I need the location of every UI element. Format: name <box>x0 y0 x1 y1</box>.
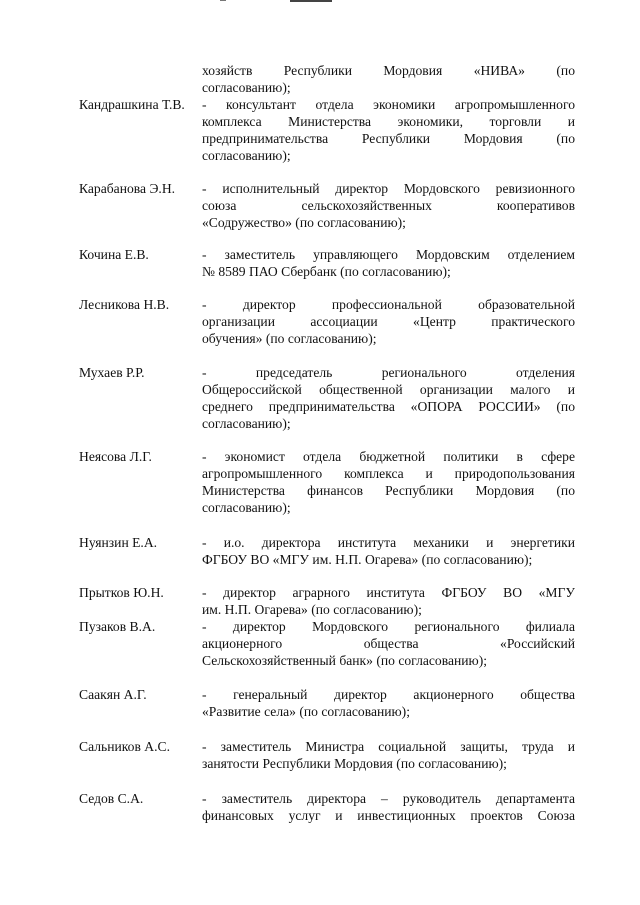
member-name: Мухаев Р.Р. <box>79 365 145 380</box>
description-line: среднего предпринимательства «ОПОРА РОССИИ» (по <box>202 399 575 414</box>
description-line: «Развитие села» (по согласованию); <box>202 704 410 719</box>
member-description <box>202 364 575 432</box>
member-description <box>202 96 575 164</box>
description-line: - и.о. директора института механики и энергетики <box>202 535 575 550</box>
member-description <box>202 246 575 280</box>
member-name: Неясова Л.Г. <box>79 449 152 464</box>
member-description <box>202 180 575 231</box>
description-line: согласованию); <box>202 416 291 431</box>
member-name: Карабанова Э.Н. <box>79 181 176 196</box>
description-line: Министерства финансов Республики Мордовия (по <box>202 483 575 498</box>
description-line: № 8589 ПАО Сбербанк (по согласованию); <box>202 264 451 279</box>
description-line: - директор аграрного института ФГБОУ ВО «МГУ <box>202 585 575 600</box>
scan-artifact <box>290 0 332 2</box>
description-line: - генеральный директор акционерного общества <box>202 687 575 702</box>
description-line: - заместитель директора – руководитель департамента <box>202 791 575 806</box>
member-name: Седов С.А. <box>79 791 144 806</box>
member-description <box>202 584 575 618</box>
description-line: финансовых услуг и инвестиционных проектов Союза <box>202 808 575 823</box>
description-line: союза сельскохозяйственных кооперативов <box>202 198 575 213</box>
member-name: Прытков Ю.Н. <box>79 585 164 600</box>
description-line: - директор профессиональной образовательной <box>202 297 575 312</box>
member-name: Саакян А.Г. <box>79 687 147 702</box>
description-line: Сельскохозяйственный банк» (по согласованию); <box>202 653 487 668</box>
member-name: Кандрашкина Т.В. <box>79 97 185 112</box>
description-line: - заместитель Министра социальной защиты, труда и <box>202 739 575 754</box>
description-line: хозяйств Республики Мордовия «НИВА» (по <box>202 63 575 78</box>
description-line: предпринимательства Республики Мордовия (по <box>202 131 575 146</box>
member-description <box>202 62 575 96</box>
member-description <box>202 790 575 824</box>
member-description <box>202 686 575 720</box>
description-line: согласованию); <box>202 80 291 95</box>
member-description <box>202 296 575 347</box>
member-name: Пузаков В.А. <box>79 619 156 634</box>
member-name: Лесникова Н.В. <box>79 297 170 312</box>
description-line: - председатель регионального отделения <box>202 365 575 380</box>
description-line: агропромышленного комплекса и природопользования <box>202 466 575 481</box>
description-line: - директор Мордовского регионального филиала <box>202 619 575 634</box>
member-name: Нуянзин Е.А. <box>79 535 158 550</box>
member-description <box>202 448 575 516</box>
description-line: обучения» (по согласованию); <box>202 331 377 346</box>
description-line: согласованию); <box>202 148 291 163</box>
description-line: - заместитель управляющего Мордовским отделением <box>202 247 575 262</box>
description-line: - исполнительный директор Мордовского ревизионного <box>202 181 575 196</box>
description-line: «Содружество» (по согласованию); <box>202 215 406 230</box>
member-description <box>202 534 575 568</box>
member-name: Сальников А.С. <box>79 739 170 754</box>
member-description <box>202 618 575 669</box>
description-line: комплекса Министерства экономики, торговли и <box>202 114 575 129</box>
description-line: Общероссийской общественной организации малого и <box>202 382 575 397</box>
description-line: акционерного общества «Российский <box>202 636 575 651</box>
description-line: согласованию); <box>202 500 291 515</box>
description-line: организации ассоциации «Центр практического <box>202 314 575 329</box>
description-line: - экономист отдела бюджетной политики в сфере <box>202 449 575 464</box>
description-line: им. Н.П. Огарева» (по согласованию); <box>202 602 422 617</box>
description-line: занятости Республики Мордовия (по согласованию); <box>202 756 507 771</box>
member-name: Кочина Е.В. <box>79 247 149 262</box>
member-description <box>202 738 575 772</box>
description-line: ФГБОУ ВО «МГУ им. Н.П. Огарева» (по согласованию); <box>202 552 533 567</box>
scan-artifact <box>220 0 226 1</box>
description-line: - консультант отдела экономики агропромышленного <box>202 97 575 112</box>
